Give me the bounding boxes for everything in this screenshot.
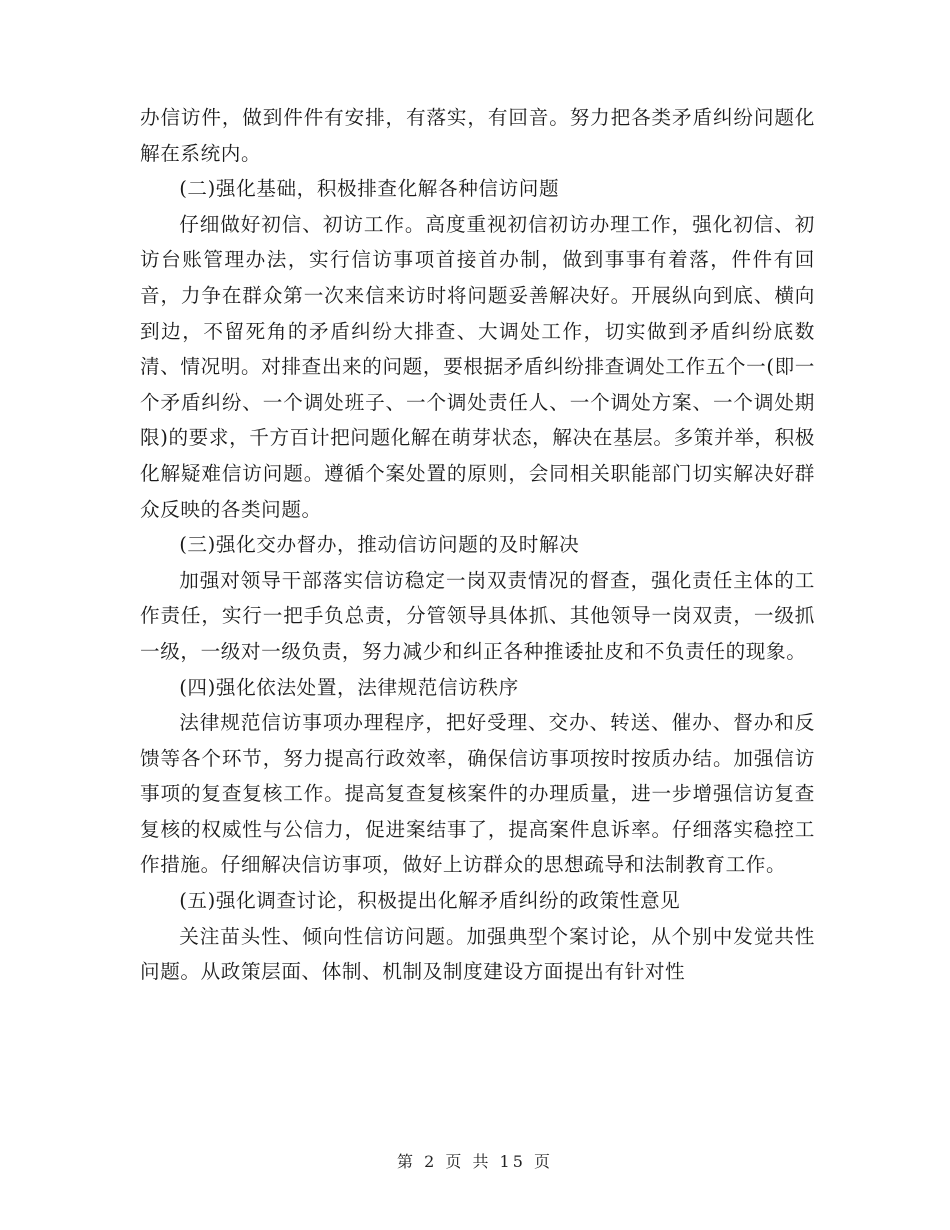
- section-heading: (三)强化交办督办，推动信访问题的及时解决: [179, 533, 580, 557]
- body-paragraph: 仔细做好初信、初访工作。高度重视初信初访办理工作，强化初信、初访台账管理办法，实行信访事项首接首办制，做到事事有着落，件件有回音，力争在群众第一次来信来访时将问题妥善解决好。开展纵向到底、横向到边，不留死角的矛盾纠纷大排查、大调处工作，切实做到矛盾纠纷底数清、情况明。对排查出来的问题，要根据矛盾纠纷排查调处工作五个一(即一个矛盾纠纷、一个调处班子、一个调处责任人、一个调处方案、一个调处期限)的要求，千方百计把问题化解在萌芽状态，解决在基层。多策并举，积极化解疑难信访问题。遵循个案处置的原则，会同相关职能部门切实解决好群众反映的各类问题。: [140, 212, 815, 521]
- body-paragraph: 法律规范信访事项办理程序，把好受理、交办、转送、催办、督办和反馈等各个环节，努力提高行政效率，确保信访事项按时按质办结。加强信访事项的复查复核工作。提高复查复核案件的办理质量，进一步增强信访复查复核的权威性与公信力，促进案结事了，提高案件息诉率。仔细落实稳控工作措施。仔细解决信访事项，做好上访群众的思想疏导和法制教育工作。: [140, 711, 815, 877]
- document-body: [140, 100, 815, 990]
- body-paragraph: 关注苗头性、倾向性信访问题。加强典型个案讨论，从个别中发觉共性问题。从政策层面、体制、机制及制度建设方面提出有针对性: [140, 924, 815, 984]
- page-number-footer: 第 2 页 共 15 页: [397, 1152, 553, 1171]
- body-paragraph: 加强对领导干部落实信访稳定一岗双责情况的督查，强化责任主体的工作责任，实行一把手负总责，分管领导具体抓、其他领导一岗双责，一级抓一级，一级对一级负责，努力减少和纠正各种推诿扯皮和不负责任的现象。: [140, 568, 815, 663]
- section-heading: (五)强化调查讨论，积极提出化解矛盾纠纷的政策性意见: [179, 889, 681, 913]
- section-heading: (二)强化基础，积极排查化解各种信访问题: [179, 177, 560, 201]
- section-heading: (四)强化依法处置，法律规范信访秩序: [179, 675, 519, 699]
- body-paragraph: 办信访件，做到件件有安排，有落实，有回音。努力把各类矛盾纠纷问题化解在系统内。: [140, 106, 815, 165]
